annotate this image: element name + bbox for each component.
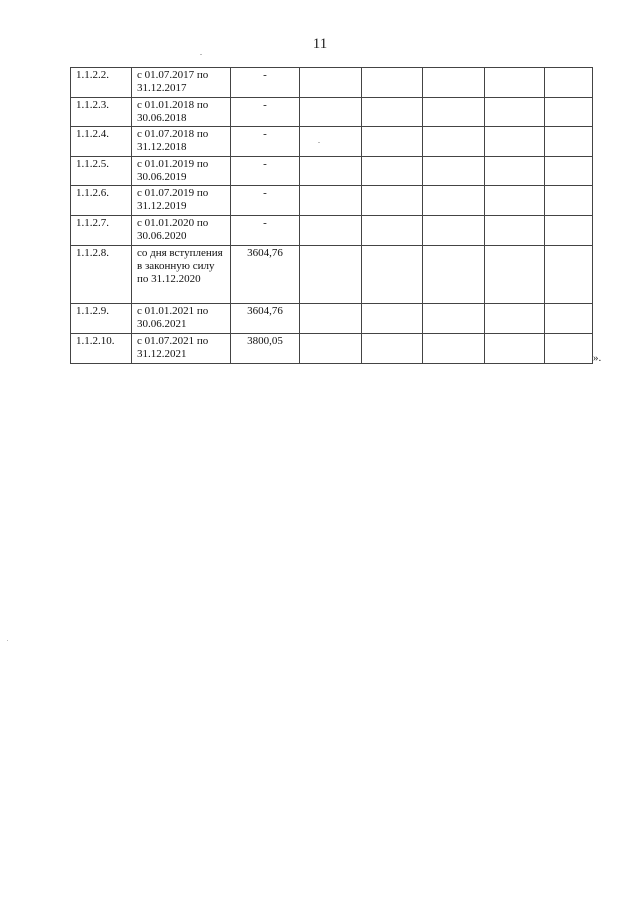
row-value: 3800,05: [231, 334, 300, 364]
table-row: [71, 186, 593, 216]
empty-cell: [300, 98, 362, 127]
empty-cell: [362, 216, 423, 246]
empty-cell: [545, 334, 593, 364]
row-period: с 01.01.2021 по 30.06.2021: [132, 304, 231, 334]
row-period: с 01.07.2017 по 31.12.2017: [132, 68, 231, 98]
empty-cell: [485, 98, 545, 127]
table-row: [71, 246, 593, 304]
row-period: со дня вступления в законную силу по 31.12.2020: [132, 246, 231, 304]
empty-cell: [362, 127, 423, 157]
closing-quote-mark: ».: [593, 352, 602, 364]
table-body: [71, 68, 593, 364]
empty-cell: [362, 334, 423, 364]
scan-speck: [200, 54, 202, 55]
row-number: 1.1.2.7.: [71, 216, 132, 246]
empty-cell: [362, 157, 423, 186]
row-value: -: [231, 127, 300, 157]
row-value: -: [231, 98, 300, 127]
page-number: 11: [312, 36, 328, 52]
empty-cell: [362, 98, 423, 127]
row-number: 1.1.2.3.: [71, 98, 132, 127]
empty-cell: [485, 334, 545, 364]
empty-cell: [485, 246, 545, 304]
row-period: с 01.07.2021 по 31.12.2021: [132, 334, 231, 364]
table-row: [71, 216, 593, 246]
empty-cell: [300, 216, 362, 246]
empty-cell: [423, 216, 485, 246]
row-number: 1.1.2.5.: [71, 157, 132, 186]
empty-cell: [300, 127, 362, 157]
empty-cell: [300, 334, 362, 364]
empty-cell: [300, 246, 362, 304]
row-value: -: [231, 157, 300, 186]
empty-cell: [423, 68, 485, 98]
empty-cell: [485, 127, 545, 157]
row-number: 1.1.2.4.: [71, 127, 132, 157]
row-number: 1.1.2.10.: [71, 334, 132, 364]
empty-cell: [423, 186, 485, 216]
empty-cell: [423, 246, 485, 304]
empty-cell: [545, 186, 593, 216]
empty-cell: [423, 157, 485, 186]
table-row: [71, 127, 593, 157]
empty-cell: [300, 304, 362, 334]
row-period: с 01.01.2019 по 30.06.2019: [132, 157, 231, 186]
empty-cell: [300, 186, 362, 216]
empty-cell: [545, 304, 593, 334]
empty-cell: [545, 127, 593, 157]
empty-cell: [545, 216, 593, 246]
scan-speck: [7, 640, 8, 641]
empty-cell: [545, 68, 593, 98]
empty-cell: [423, 127, 485, 157]
row-value: -: [231, 68, 300, 98]
row-value: 3604,76: [231, 304, 300, 334]
scan-speck: [318, 142, 320, 143]
empty-cell: [545, 98, 593, 127]
row-period: с 01.07.2019 по 31.12.2019: [132, 186, 231, 216]
empty-cell: [362, 68, 423, 98]
empty-cell: [362, 186, 423, 216]
empty-cell: [485, 186, 545, 216]
row-number: 1.1.2.6.: [71, 186, 132, 216]
table-row: [71, 98, 593, 127]
empty-cell: [485, 304, 545, 334]
empty-cell: [362, 246, 423, 304]
tariff-table: [70, 67, 593, 364]
empty-cell: [485, 68, 545, 98]
empty-cell: [423, 334, 485, 364]
empty-cell: [423, 304, 485, 334]
empty-cell: [545, 246, 593, 304]
empty-cell: [300, 157, 362, 186]
row-period: с 01.07.2018 по 31.12.2018: [132, 127, 231, 157]
row-value: 3604,76: [231, 246, 300, 304]
row-number: 1.1.2.9.: [71, 304, 132, 334]
row-value: -: [231, 186, 300, 216]
table-row: [71, 68, 593, 98]
table-row: [71, 334, 593, 364]
table-row: [71, 304, 593, 334]
row-period: с 01.01.2020 по 30.06.2020: [132, 216, 231, 246]
row-period: с 01.01.2018 по 30.06.2018: [132, 98, 231, 127]
empty-cell: [485, 157, 545, 186]
empty-cell: [300, 68, 362, 98]
empty-cell: [485, 216, 545, 246]
empty-cell: [545, 157, 593, 186]
row-value: -: [231, 216, 300, 246]
empty-cell: [362, 304, 423, 334]
empty-cell: [423, 98, 485, 127]
table-row: [71, 157, 593, 186]
row-number: 1.1.2.8.: [71, 246, 132, 304]
row-number: 1.1.2.2.: [71, 68, 132, 98]
